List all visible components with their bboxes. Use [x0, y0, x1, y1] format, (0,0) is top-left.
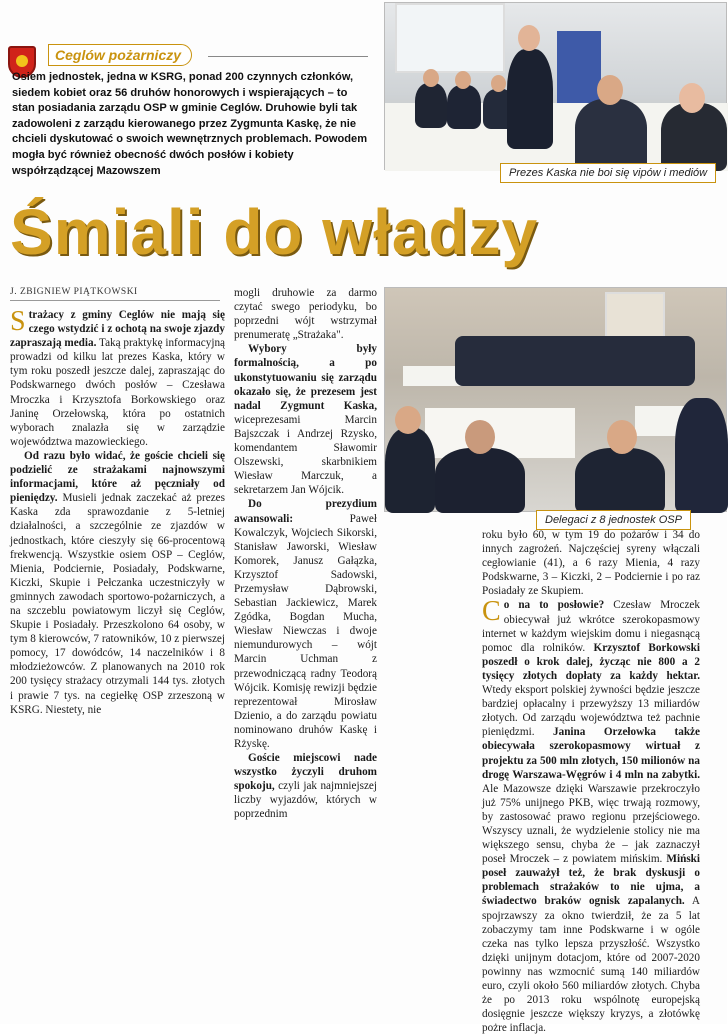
- column3-p2-4: A spojrzawszy za okno twierdził, że za 5 lat zobaczymy tam inne Podskwarne i w ogóle czeka nas tylko lepsza przyszłość. Wszystko dzięki unijnym dotacjom, które od 2007-2020 powinny nas wzmocnić sumą 140 miliardów euro, czyli około 560 miliardów złotych. Chyba że po 2013 roku wspólnotę europejską dosięgnie jeszcze większy kryzys, a złotówkę pożre inflacja.: [482, 895, 700, 1035]
- column3-p2-3: Ale Mazowsze dzięki Warszawie przekroczyło już 75% unijnego PKB, więc trwają rozmowy, by zastosować prawo regionu przejściowego. Wszyscy uznali, że wydzielenie stolicy nie ma większego sensu, chyba że – jak zaznaczył poseł Mroczek – z powiatem mińskim.: [482, 782, 700, 866]
- column3-p2-bold2: Krzysztof Borkowski poszedł o krok dalej, życząc nie 800 a 2 tysięcy złotych dopłaty za każdy hektar.: [482, 641, 700, 682]
- column1-p2-bold: Od razu było widać, że goście chcieli się podzielić ze strażakami najnowszymi informacjami, które aż pęczniały od pieniędzy.: [10, 449, 225, 505]
- photo-caption-middle: Delegaci z 8 jednostek OSP: [536, 510, 691, 530]
- column1-p1-bold: trażacy z gminy Ceglów nie mają się czego wstydzić i z ochotą na swoje zjazdy zapraszają media.: [10, 309, 225, 350]
- dropcap: S: [10, 306, 26, 337]
- column2-p2-bold: Wybory były formalnością, a po ukonstytuowaniu się zarządu okazało się, że prezesem jest nadal Zygmunt Kaska,: [234, 343, 377, 412]
- photo-president-kaska: [384, 2, 727, 170]
- column3-p2-2: Wtedy eksport polskiej żywności będzie jeszcze bardziej opłacalny i przewyższy 13 miliardów złotych. Od zarządu województwa też pachnie pieniędzmi.: [482, 684, 700, 739]
- column3-p1: roku było 60, w tym 19 do pożarów i 34 do innych zagrożeń. Najczęściej syreny włączali cegłowianie (41), a 6 razy Mienia, 4 razy Podskwarne, 3 – Kiczki, 2 – Podciernie i po raz Posiadały ze Skupiem.: [482, 529, 700, 598]
- column2-p4: czyli jak najmniejszej liczby wyjazdów, których w poprzednim: [234, 780, 377, 821]
- column2-p3: Paweł Kowalczyk, Wojciech Sikorski, Stanisław Jaworski, Wiesław Komorek, Janusz Gałązka, Krzysztof Sadowski, Przemysław Dąbrowski, Sebastian Jackiewicz, Marek Zgódka, Bogdan Mucha, Wiesław Niewczas i dwoje niemundurowych – wójt Marcin Uchman z przewodniczącą radny Teodorą Wójcik. Komisję rewizji będzie reprezentował Mirosław Dzienio, a do zarządu powiatu nominowano druhów Kaskę i Rżyskę.: [234, 512, 377, 750]
- column3-p2: Czesław Mroczek obiecywał już wkrótce szerokopasmowy internet w każdym wiejskim domu i niegasnącą pomoc dla rolników.: [482, 599, 700, 654]
- column3-p2-bold: o na to posłowie?: [503, 599, 605, 612]
- dropcap-c: C: [482, 596, 501, 628]
- section-divider: [208, 56, 368, 57]
- column1-p2: Musieli jednak zaczekać aż prezes Kaska zda sprawozdanie z 5-letniej działalności, a szczególnie ze zjazdów w jednostkach, które cieszyły się 66-procentową frekwencją. Wszystkie osiem OSP – Ceglów, Mienia, Podciernie, Posiadały, Podskwarne, Kiczki, Skupie i Pełczanka uczestniczyły w gminnych zawodach sportowo-pożarniczych, a na szczeblu powiatowym liczył się Ceglów, Skupie i Posiadały. Przeszkolono 64 osoby, w tym 8 kierowców, 7 ratowników, 10 z pierwszej pomocy, 17 dowódców, 14 naczelników i 8 młodzieżowców. Z planowanych na 2010 rok 200 tysięcy strażacy otrzymali 144 tys. złotych i prawie 7 tys. na cegiełkę OSP zrzeszoną w KSRG. Niestety, nie: [10, 492, 225, 716]
- article-column-1: [10, 308, 225, 717]
- section-title: Ceglów pożarniczy: [48, 44, 192, 66]
- lead-paragraph: Osiem jednostek, jedna w KSRG, ponad 200 czynnych członków, siedem kobiet oraz 56 druhów honorowych i wspierających – to stan posiadania zarządu OSP w gminie Ceglów. Druhowie byli tak zadowoleni z zarządu kierowanego przez Zygmunta Kaskę, że nie chcieli dyskutować o swoich wewnętrznych problemach. Powodem mogła być również obecność dwóch posłów i kobiety współrządzącej Mazowszem: [12, 71, 368, 177]
- photo-caption-top: Prezes Kaska nie boi się vipów i mediów: [500, 163, 716, 183]
- article-column-2: [234, 286, 377, 822]
- column2-p4-bold: Goście miejscowi nade wszystko życzyli druhom spokoju,: [234, 752, 377, 793]
- headline: Śmiali do władzy: [10, 196, 539, 268]
- column3-p2-bold3: Janina Orzełowka także obiecywała szerokopasmowy wirtuał z projektu za 500 mln złotych, 150 milionów na drogę Warszawa-Węgrów i 4 mln na zabytki.: [482, 726, 700, 781]
- article-column-3: [482, 528, 700, 1035]
- author-byline: J. ZBIGNIEW PIĄTKOWSKI: [10, 287, 138, 297]
- column1-p1: Taką praktykę informacyjną prowadzi od kilku lat prezes Kaska, który w tym roku poszedł jeszcze dalej, zapraszając do Podskwarnego dwóch posłów – Czesława Mroczka i Krzysztofa Borkowskiego oraz Janinę Orzełowską, która po ostatnich wyborach znalazła się w zarządzie województwa mazowieckiego.: [10, 337, 225, 448]
- photo-delegates: [384, 287, 727, 512]
- column2-p3-bold: Do prezydium awansowali:: [234, 498, 377, 525]
- column2-p1: mogli druhowie za darmo czytać swego periodyku, bo poprzedni wójt wstrzymał prenumeratę „Strażaka".: [234, 287, 377, 342]
- column2-p2: wiceprezesami Marcin Bajszczak i Andrzej Rzysko, komendantem Sławomir Olszewski, skarbnikiem Wiesław Marczuk, a sekretarzem Jan Wójcik.: [234, 413, 377, 497]
- section-header: [8, 44, 368, 68]
- column3-p2-bold4: Miński poseł zauważył też, że brak dyskusji o problemach strażaków to nie ujma, a świadectwo braków ognisk zapalanych.: [482, 853, 701, 908]
- byline-divider: [10, 300, 220, 301]
